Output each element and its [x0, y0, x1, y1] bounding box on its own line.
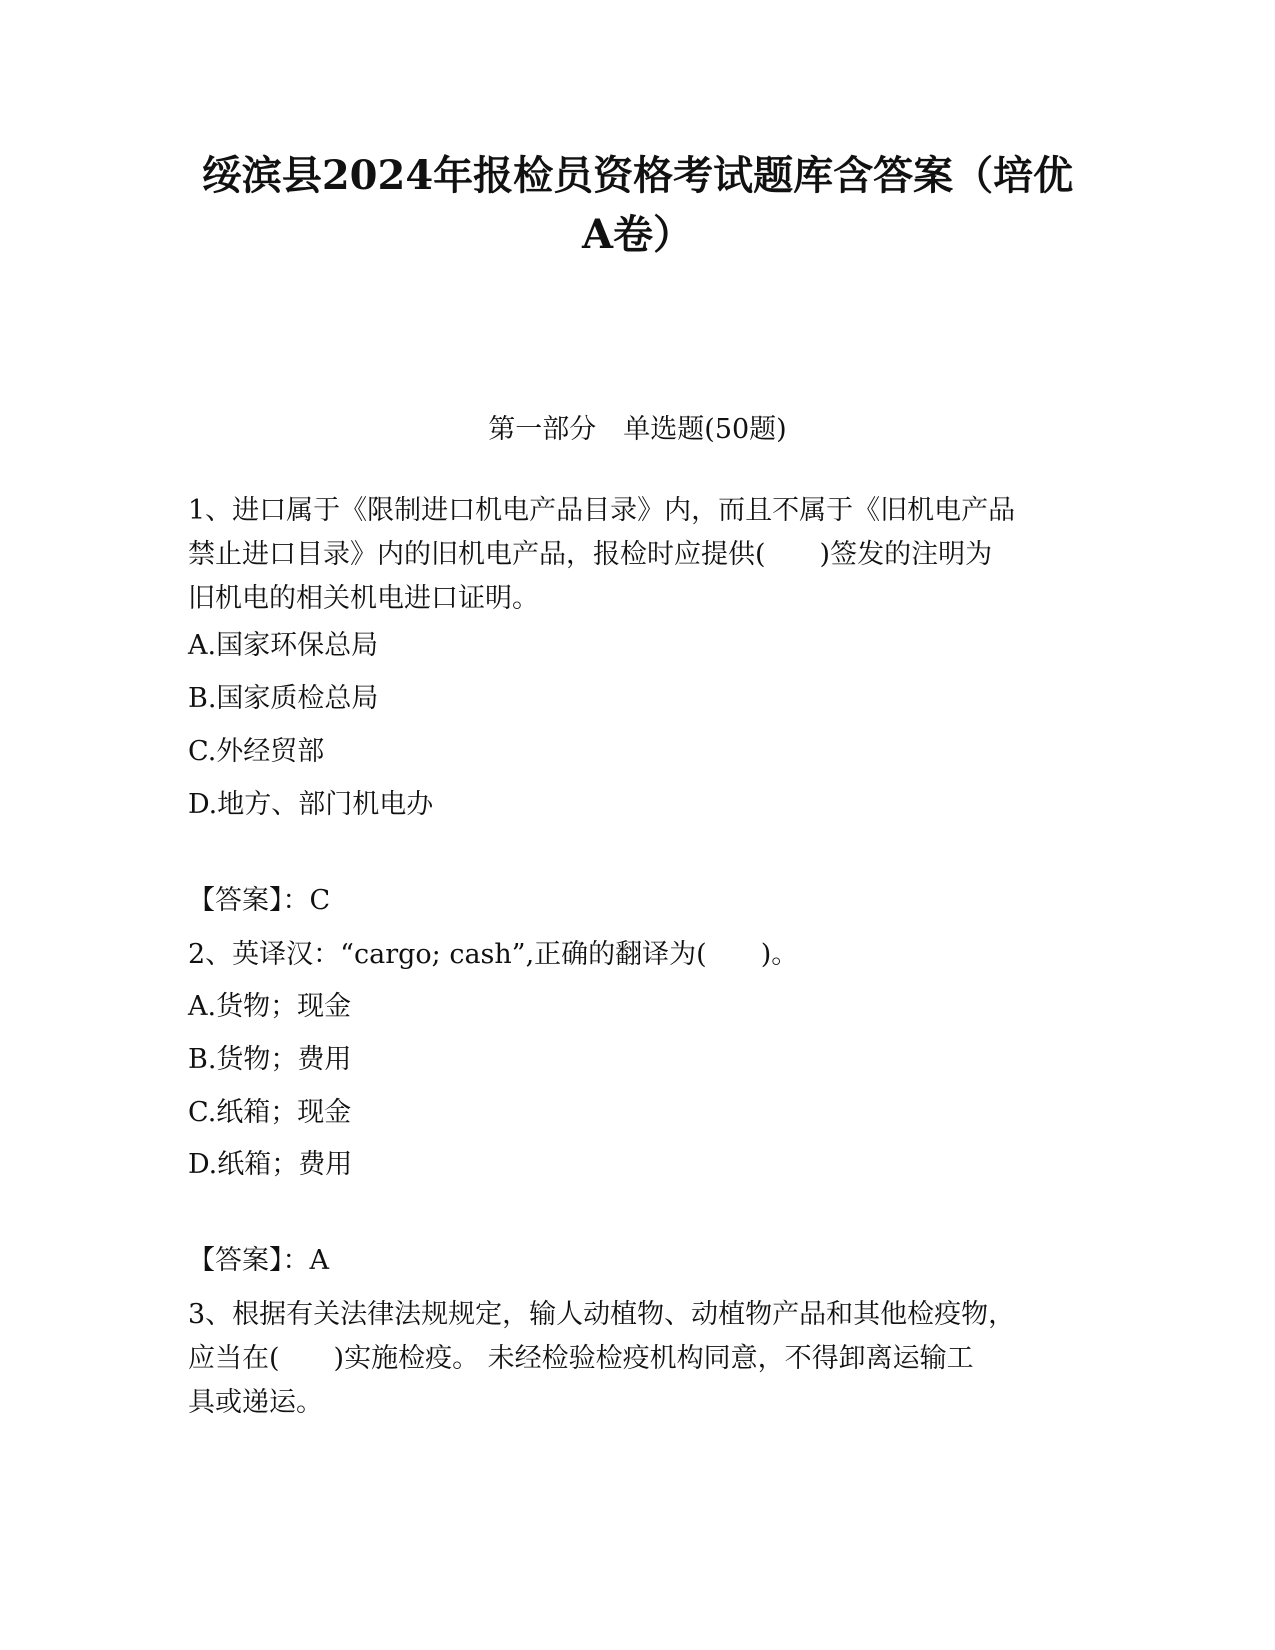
- question-stem-line: 3、根据有关法律法规规定，输人动植物、动植物产品和其他检疫物，: [188, 1299, 1016, 1330]
- question-stem-line: 具或递运。: [188, 1387, 323, 1418]
- question-1-option-b: B.国家质检总局: [188, 683, 379, 714]
- question-stem-line: 2、英译汉：“cargo; cash”,正确的翻译为( )。: [188, 939, 799, 970]
- document-title-line-2: A卷）: [581, 211, 694, 258]
- question-stem-line: 1、进口属于《限制进口机电产品目录》内，而且不属于《旧机电产品: [188, 495, 1016, 526]
- section-heading: 第一部分 单选题(50题): [488, 414, 787, 445]
- question-stem-line: 旧机电的相关机电进口证明。: [188, 583, 539, 614]
- question-stem-line: 应当在( )实施检疫。 未经检验检疫机构同意，不得卸离运输工: [188, 1343, 974, 1374]
- question-1-stem: [188, 489, 1088, 621]
- question-1-option-a: A.国家环保总局: [188, 630, 379, 661]
- question-1-answer: 【答案】：C: [188, 885, 331, 916]
- question-2-stem: [188, 933, 1088, 977]
- question-3-stem: [188, 1293, 1088, 1425]
- question-1-option-d: D.地方、部门机电办: [188, 789, 434, 820]
- document-title-line-1: 绥滨县2024年报检员资格考试题库含答案（培优: [201, 152, 1074, 199]
- question-2-option-d: D.纸箱；费用: [188, 1149, 353, 1180]
- question-1-option-c: C.外经贸部: [188, 736, 325, 767]
- question-2-option-c: C.纸箱；现金: [188, 1097, 352, 1128]
- question-stem-line: 禁止进口目录》内的旧机电产品，报检时应提供( )签发的注明为: [188, 539, 993, 570]
- question-2-answer: 【答案】：A: [188, 1245, 329, 1276]
- question-2-option-b: B.货物；费用: [188, 1044, 352, 1075]
- question-2-option-a: A.货物；现金: [188, 991, 352, 1022]
